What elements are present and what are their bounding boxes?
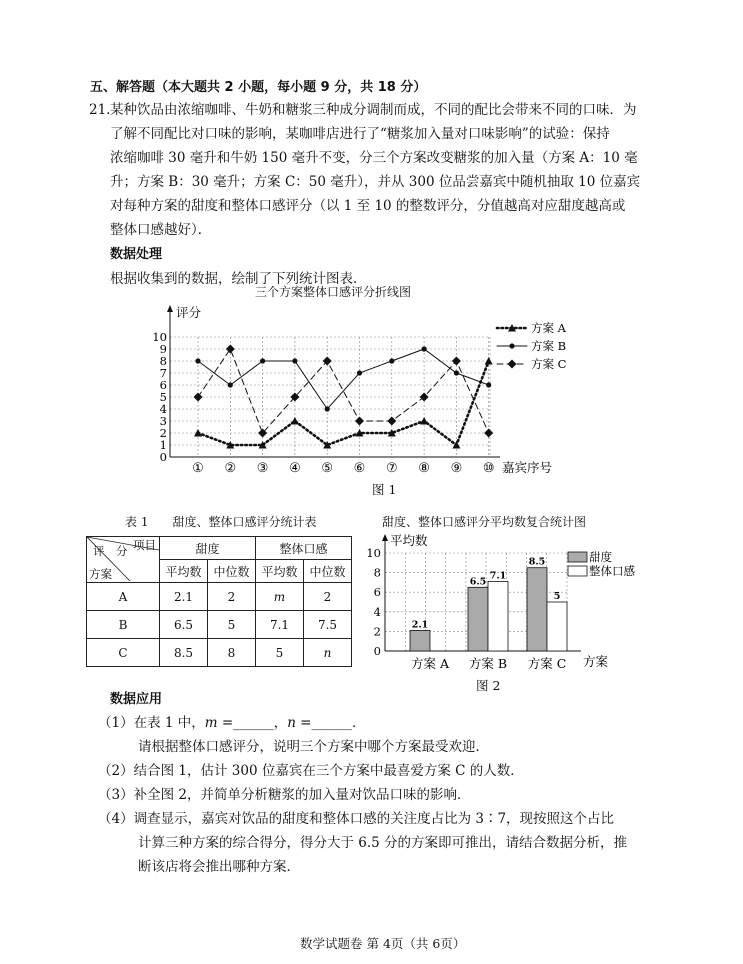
question-line-3: 浓缩咖啡 30 毫升和牛奶 150 毫升不变，分三个方案改变糖浆的加入量（方案 A：10 毫 [110, 150, 638, 166]
table1-cell: 8 [208, 639, 256, 667]
x-axis-label: 嘉宾序号 [502, 460, 553, 475]
q1-line-2: 请根据整体口感评分，说明三个方案中哪个方案最受欢迎． [138, 739, 489, 755]
series-point-dot [228, 382, 233, 387]
x-tick-label: 方案 A [410, 656, 450, 671]
table1-corner-top: 项目 [133, 538, 156, 552]
table1-header-sweetness: 甜度 [160, 537, 256, 560]
y-axis-label: 评分 [176, 305, 202, 320]
series-point-triangle [291, 417, 299, 425]
table-row [87, 639, 352, 667]
data-application-heading: 数据应用 [110, 692, 163, 707]
bar-sweetness [410, 630, 430, 651]
table1-subheader: 平均数 [160, 560, 208, 583]
y-tick-label: 6 [159, 378, 167, 392]
legend-label: 整体口感 [589, 564, 635, 578]
table1-cell: n [304, 639, 352, 667]
table1-cell: B [87, 611, 160, 639]
y-tick-label: 9 [159, 342, 167, 356]
x-tick-label: ⑧ [418, 461, 430, 476]
q1-line-1 [98, 711, 366, 735]
series-point-diamond [484, 429, 493, 438]
q2: （2）结合图 1，估计 300 位嘉宾在三个方案中最喜爱方案 C 的人数． [98, 763, 524, 779]
table1-header-overall: 整体口感 [256, 537, 352, 560]
series-point-dot [486, 382, 491, 387]
bar-sweetness [527, 568, 547, 651]
figure1-caption: 图 1 [372, 482, 397, 497]
y-tick-label: 6 [373, 585, 381, 600]
y-tick-label: 4 [373, 604, 381, 619]
series-point-dot [389, 358, 394, 363]
q1-var-n: n [287, 715, 296, 731]
x-tick-label: 方案 B [468, 656, 508, 671]
page-footer: 数学试题卷 第 4页（共 6页） [300, 936, 466, 951]
table1 [86, 536, 352, 667]
legend-label: 方案 A [531, 321, 566, 335]
table1-cell: m [256, 583, 304, 611]
y-tick-label: 10 [366, 546, 381, 560]
x-tick-label: ⑤ [321, 461, 334, 476]
x-tick-label: ⑦ [385, 461, 398, 476]
bar-data-label: 8.5 [528, 556, 546, 568]
bar-data-label: 2.1 [411, 619, 429, 631]
y-tick-label: 0 [373, 644, 381, 658]
series-point-diamond [452, 357, 461, 366]
q4-line-3: 断该店将会推出哪种方案． [138, 859, 300, 875]
q1-blank-m: =______， [217, 715, 288, 731]
question-line-1: 某种饮品由浓缩咖啡、牛奶和糖浆三种成分调制而成，不同的配比会带来不同的口味．为 [110, 102, 637, 118]
legend-label: 方案 C [531, 357, 567, 371]
table1-corner-cell [87, 537, 160, 583]
figure2-title: 甜度、整体口感评分平均数复合统计图 [382, 515, 587, 529]
q3: （3）补全图 2，并简单分析糖浆的加入量对饮品口味的影响． [98, 787, 471, 803]
table1-subheader: 中位数 [304, 560, 352, 583]
x-tick-label: ① [192, 461, 204, 476]
y-tick-label: 2 [159, 426, 167, 440]
series-point-dot [260, 358, 265, 363]
series-point-diamond [194, 393, 203, 402]
table1-corner-mid: 评 分 [93, 544, 128, 558]
table-row [87, 583, 352, 611]
question-line-6: 整体口感越好）． [110, 222, 212, 238]
table1-subheader: 中位数 [208, 560, 256, 583]
data-processing-heading: 数据处理 [110, 247, 163, 262]
legend-label: 甜度 [589, 550, 612, 564]
bar-data-label: 5 [553, 591, 561, 602]
y-axis-arrow [382, 534, 388, 541]
figure1-title: 三个方案整体口感评分折线图 [255, 285, 412, 299]
table1-corner-bottom: 方案 [89, 567, 112, 581]
table1-cell: C [87, 639, 160, 667]
q1-var-m: m [204, 715, 218, 731]
table1-cell: 2 [304, 583, 352, 611]
legend-swatch [568, 552, 587, 562]
y-tick-label: 1 [159, 438, 167, 452]
table1-cell: A [87, 583, 160, 611]
series-point-diamond [355, 417, 364, 426]
series-point-dot [357, 370, 362, 375]
table1-cell: 8.5 [160, 639, 208, 667]
q1-prefix: （1）在表 1 中， [98, 715, 205, 731]
bar-sweetness [468, 587, 488, 651]
table-row [87, 611, 352, 639]
legend-label: 方案 B [531, 339, 567, 353]
q4-line-2: 计算三种方案的综合得分，得分大于 6.5 分的方案即可推出，请结合数据分析，推 [138, 835, 628, 851]
table1-subheader: 平均数 [256, 560, 304, 583]
table1-cell: 6.5 [160, 611, 208, 639]
q4-line-1: （4）调查显示，嘉宾对饮品的甜度和整体口感的关注度占比为 3∶7，现按照这个占比 [98, 811, 615, 827]
y-tick-label: 8 [373, 565, 381, 580]
bar-overall [547, 602, 567, 651]
series-point-dot [292, 358, 297, 363]
table1-cell: 5 [208, 611, 256, 639]
x-axis-label: 方案 [583, 654, 609, 669]
figure2-bar-chart [355, 532, 655, 677]
y-tick-label: 4 [159, 402, 167, 416]
y-axis-arrow [167, 305, 173, 312]
data-processing-text: 根据收集到的数据，绘制了下列统计图表． [110, 271, 367, 287]
bar-data-label: 6.5 [469, 576, 487, 588]
bar-data-label: 7.1 [489, 570, 507, 582]
series-point-dot [454, 370, 459, 375]
series-point-dot [195, 358, 200, 363]
x-tick-label: ⑩ [482, 461, 495, 476]
section-heading: 五、解答题（本大题共 2 小题，每小题 9 分，共 18 分） [90, 80, 427, 95]
series-point-diamond [387, 417, 396, 426]
table1-cell: 2.1 [160, 583, 208, 611]
question-line-2: 了解不同配比对口味的影响，某咖啡店进行了“糖浆加入量对口味影响”的试验：保持 [110, 126, 610, 142]
question-line-5: 对每种方案的甜度和整体口感评分（以 1 至 10 的整数评分，分值越高对应甜度越高或 [110, 198, 626, 214]
figure1-line-chart [130, 300, 600, 500]
x-tick-label: ② [224, 461, 237, 476]
table1-cell: 2 [208, 583, 256, 611]
y-tick-label: 5 [159, 390, 167, 404]
x-tick-label: 方案 C [527, 656, 567, 671]
q1-blank-n: =______． [295, 715, 366, 731]
x-tick-label: ⑨ [450, 461, 463, 476]
table1-title: 表 1 甜度、整体口感评分统计表 [125, 515, 317, 529]
table1-cell: 7.1 [256, 611, 304, 639]
y-axis-label: 平均数 [390, 533, 428, 548]
bar-overall [488, 581, 508, 651]
question-line-4: 升；方案 B：30 毫升；方案 C：50 毫升），并从 300 位品尝嘉宾中随机抽取 10 位嘉宾 [110, 174, 641, 190]
question-number: 21. [89, 102, 111, 118]
series-point-diamond [508, 360, 517, 369]
legend-swatch [568, 566, 587, 576]
series-point-dot [422, 346, 427, 351]
y-tick-label: 7 [159, 366, 167, 380]
x-tick-label: ⑥ [353, 461, 366, 476]
table1-cell: 5 [256, 639, 304, 667]
x-tick-label: ④ [289, 461, 301, 476]
y-tick-label: 3 [159, 414, 167, 428]
series-point-dot [509, 343, 514, 348]
series-point-diamond [226, 345, 235, 354]
table1-cell: 7.5 [304, 611, 352, 639]
x-tick-label: ③ [256, 461, 269, 476]
y-tick-label: 2 [373, 624, 381, 639]
series-line-1 [198, 361, 489, 445]
series-point-triangle [485, 357, 493, 365]
y-tick-label: 0 [159, 450, 167, 464]
y-tick-label: 8 [159, 354, 167, 368]
y-tick-label: 10 [152, 330, 167, 344]
figure2-caption: 图 2 [476, 678, 501, 693]
series-point-dot [325, 406, 330, 411]
